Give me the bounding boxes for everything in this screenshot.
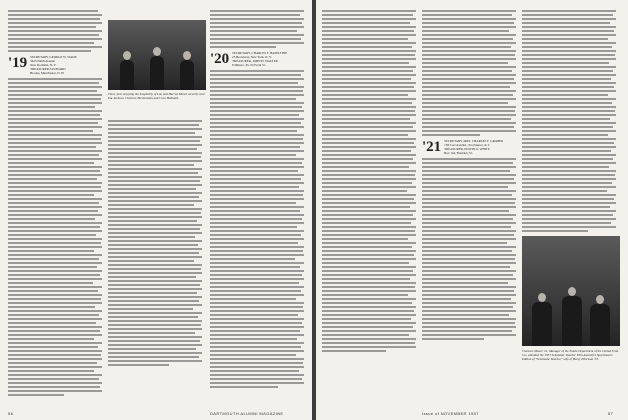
right-column-3	[522, 8, 616, 234]
class-officers-21: SECRETARY, MRS. CHARLES F. GRABER 138 Corcoran Rd., Providence, R. I. TREASURER, EDWIN A. WHITE Box 144, Brandon, Vt.	[444, 139, 504, 155]
text-block	[210, 10, 304, 48]
page-number-right: 57	[608, 411, 614, 416]
class-heading-21	[422, 139, 516, 155]
class-year-20: '20	[210, 51, 230, 67]
footer-title-right: Issue of NOVEMBER 1957	[422, 411, 479, 416]
text-block	[422, 10, 516, 136]
three-men-photo	[108, 20, 206, 90]
text-block	[322, 10, 416, 352]
text-block	[210, 70, 304, 388]
group-photo	[522, 236, 620, 346]
group-photo-caption: Clarence Moore '21, Manager of the Estate Department of the United Fruit Co., attended the 1957 Scholastic Teacher Film Award for Sportsman's Edition of "Scholastic Teacher," wife of Harry Ellerman '33.	[522, 349, 619, 361]
right-column-2	[422, 8, 516, 410]
class-heading-19	[8, 55, 102, 75]
left-column-3	[210, 8, 304, 410]
footer-title-left: DARTMOUTH ALUMNI MAGAZINE	[210, 411, 284, 416]
right-column-1	[322, 8, 416, 410]
text-block	[522, 10, 616, 232]
left-column-2	[108, 118, 202, 402]
left-column-1	[8, 8, 102, 410]
text-block	[108, 120, 202, 366]
right-page	[316, 0, 628, 420]
text-block	[8, 10, 102, 52]
class-heading-20	[210, 51, 304, 67]
class-officers-19: SECRETARY, GEORGE W. WADE 3625 Ninth Avenue New Rochelle, N. Y. TREASURER, LEONARD Brooks, Manchester, N. H.	[30, 55, 77, 75]
text-block	[422, 158, 516, 340]
text-block	[8, 78, 102, 396]
class-year-19: '19	[8, 55, 28, 71]
class-officers-20: SECRETARY, CHARLES F. HASELTINE 25 Broadway, New York, N. Y. TREASURER, JOHN H. WALTER Edinboro, Pa. 02 Front St.	[232, 51, 288, 67]
left-page	[0, 0, 312, 420]
class-year-21: '21	[422, 139, 442, 155]
photo-caption: Three 'pros enjoying the hospitality of Lou and Harriet Moore recently were Pat Jackson, Clarence Breitenstein and Coco Hubbard.	[108, 92, 206, 100]
page-number-left: 56	[8, 411, 14, 416]
